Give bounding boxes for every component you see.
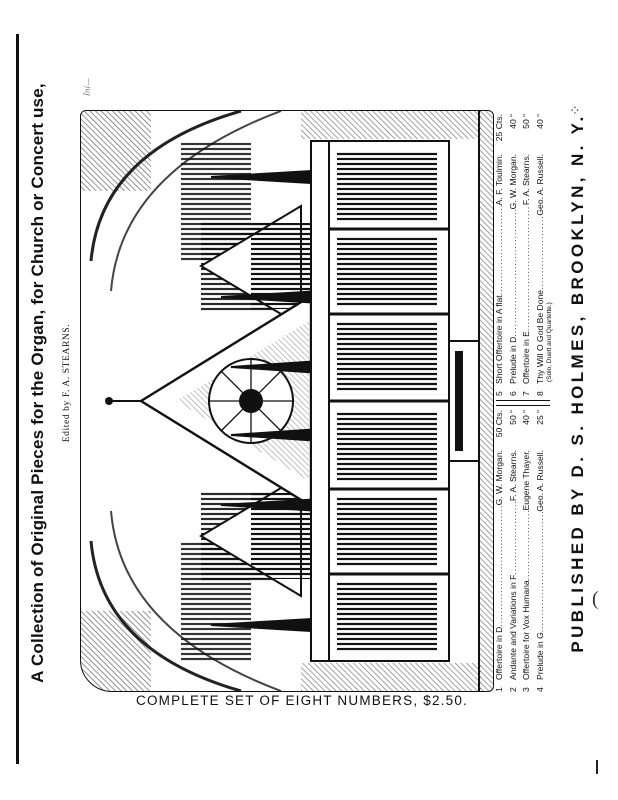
piece-composer: F. A. Stearns. — [521, 154, 531, 206]
piece-title: Andante and Variations in F — [507, 574, 518, 680]
piece-title: Short Offertoire in A flat — [494, 295, 504, 384]
piece-title: Offertoire in E — [521, 331, 531, 384]
leader-dots — [494, 205, 504, 295]
piece-price: 25 Cts. — [494, 114, 504, 142]
leader-dots — [521, 511, 531, 581]
rotated-title-page — [22, 28, 610, 728]
leader-dots — [535, 512, 545, 633]
piece-price: 40 “ — [507, 114, 518, 129]
handwritten-note: Ini— — [81, 77, 93, 97]
piece-title: Prelude in D — [507, 336, 518, 384]
piece-price: 40 “ — [534, 114, 545, 129]
leader-dots — [494, 505, 504, 626]
piece-composer: G. W. Morgan. — [494, 450, 504, 506]
piece-number: 7 — [521, 391, 531, 396]
organ-illustration — [81, 111, 493, 691]
piece-composer: A. F. Toulmin. — [494, 154, 504, 206]
scan-page-edge — [16, 34, 19, 764]
ornament-mark: ⁘ — [569, 104, 584, 116]
list-item — [494, 114, 508, 396]
list-item — [521, 114, 535, 396]
piece-number: 5 — [494, 391, 504, 396]
leader-dots — [508, 209, 518, 336]
list-item — [508, 114, 522, 396]
piece-composer: G. W. Morgan. — [507, 154, 518, 210]
piece-number: 1 — [494, 687, 504, 692]
pieces-column-left — [494, 410, 548, 692]
piece-price: 50 “ — [521, 114, 531, 129]
piece-title: Thy Will O God Be Done — [534, 289, 545, 384]
piece-title: Offertoire in D — [494, 626, 504, 680]
piece-price: 50 “ — [507, 410, 518, 425]
piece-title: Prelude in G — [534, 632, 545, 680]
scan-bracket-mark: ( — [592, 588, 599, 610]
piece-composer: F. A. Stearns. — [507, 450, 518, 502]
piece-number: 4 — [534, 687, 545, 692]
list-item — [521, 410, 535, 692]
piece-number: 6 — [507, 391, 518, 396]
leader-dots — [535, 216, 545, 290]
list-item — [494, 410, 508, 692]
piece-composer: Eugene Thayer. — [521, 450, 531, 511]
piece-title: Offertoire for Vox Humana — [521, 580, 531, 680]
list-item — [508, 410, 522, 692]
column-divider — [496, 400, 550, 406]
leader-dots — [508, 501, 518, 574]
scan-mark — [596, 760, 598, 774]
piece-voicing-note: (Solo, Duett and Quartette.) — [546, 302, 553, 382]
piece-composer: Geo. A. Russell. — [534, 154, 545, 216]
pieces-column-right — [494, 114, 548, 396]
piece-price: 25 “ — [534, 410, 545, 425]
piece-composer: Geo. A. Russell. — [534, 450, 545, 512]
leader-dots — [521, 205, 531, 331]
piece-number: 3 — [521, 687, 531, 692]
piece-number: 8 — [534, 391, 545, 396]
organ-engraving — [80, 110, 494, 692]
pieces-listing — [494, 112, 556, 692]
piece-number: 2 — [507, 687, 518, 692]
collection-title: A Collection of Original Pieces for the Organ, for Church or Concert use, — [28, 83, 47, 683]
list-item — [535, 410, 549, 692]
publisher-line: PUBLISHED BY D. S. HOLMES, BROOKLYN, N. Y. — [568, 113, 587, 653]
editor-credit: Edited by F. A. STEARNS. — [62, 323, 72, 443]
piece-price: 40 “ — [521, 410, 531, 425]
piece-price: 50 Cts. — [494, 410, 504, 438]
complete-set-price: COMPLETE SET OF EIGHT NUMBERS, $2.50. — [136, 693, 468, 708]
